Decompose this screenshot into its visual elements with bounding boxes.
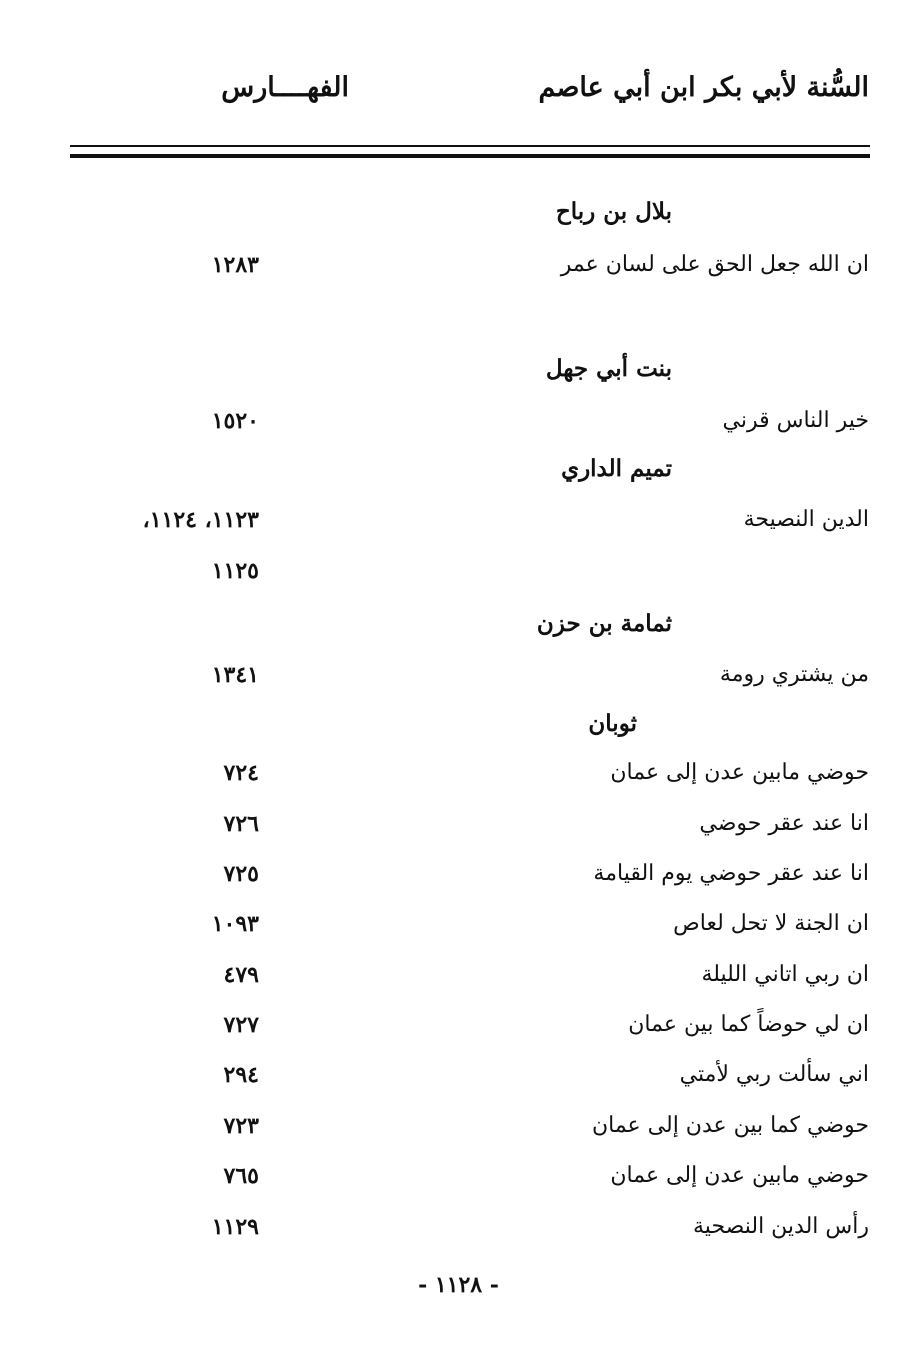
index-entry (0, 911, 917, 951)
index-entry (0, 455, 917, 495)
hadith-reference: ٢٩٤ (223, 1062, 259, 1088)
hadith-text: حوضي مابين عدن إلى عمان (610, 1163, 869, 1188)
book-title: السُّنة لأبي بكر ابن أبي عاصم (538, 72, 869, 103)
index-entry (0, 1163, 917, 1203)
hadith-text: من يشتري رومة (719, 662, 869, 687)
index-entry (0, 355, 917, 395)
hadith-text: ان لي حوضاً كما بين عمان (628, 1012, 869, 1037)
narrator-heading: ثوبان (588, 710, 637, 737)
header-rule-thin (70, 145, 870, 147)
hadith-reference: ٧٢٤ (223, 760, 259, 786)
hadith-reference: ٧٦٥ (223, 1163, 259, 1189)
hadith-text: انا عند عقر حوضي يوم القيامة (593, 861, 869, 886)
hadith-reference: ١٣٤١ (211, 662, 259, 688)
hadith-reference: ١٠٩٣ (211, 911, 259, 937)
index-entry (0, 710, 917, 750)
hadith-text: خير الناس قرني (722, 408, 869, 433)
page-number: - ١١٢٨ - (418, 1272, 499, 1298)
narrator-heading: ثمامة بن حزن (536, 610, 672, 637)
hadith-reference: ١٢٨٣ (211, 252, 259, 278)
index-entry (0, 198, 917, 238)
index-entry (0, 1113, 917, 1153)
hadith-reference: ٧٢٦ (223, 811, 259, 837)
hadith-text: ان ربي اتاني الليلة (701, 962, 869, 987)
hadith-text: ان الله جعل الحق على لسان عمر (560, 252, 869, 277)
narrator-heading: بنت أبي جهل (545, 355, 672, 382)
hadith-text: حوضي كما بين عدن إلى عمان (591, 1113, 869, 1138)
hadith-text: رأس الدين النصحية (693, 1214, 869, 1239)
hadith-reference: ١١٢٣، ١١٢٤، (142, 507, 259, 533)
index-entry (0, 408, 917, 448)
hadith-text: حوضي مابين عدن إلى عمان (610, 760, 869, 785)
section-title: الفهــــارس (221, 72, 349, 103)
index-entry (0, 861, 917, 901)
header-rule-thick (70, 154, 870, 158)
index-entry (0, 507, 917, 547)
hadith-reference: ٧٢٣ (223, 1113, 259, 1139)
index-entry (0, 252, 917, 292)
index-entry (0, 1062, 917, 1102)
index-entry (0, 760, 917, 800)
hadith-reference: ٧٢٥ (223, 861, 259, 887)
hadith-text: انا عند عقر حوضي (699, 811, 869, 836)
index-entry (0, 962, 917, 1002)
hadith-text: اني سألت ربي لأمتي (679, 1062, 869, 1087)
hadith-reference: ٧٢٧ (223, 1012, 259, 1038)
hadith-reference: ١١٢٩ (211, 1214, 259, 1240)
hadith-reference: ١٥٢٠ (211, 408, 259, 434)
index-entry (0, 1012, 917, 1052)
narrator-heading: تميم الداري (561, 455, 672, 482)
hadith-text: الدين النصيحة (743, 507, 869, 532)
hadith-text: ان الجنة لا تحل لعاص (673, 911, 869, 936)
index-entry (0, 1214, 917, 1254)
narrator-heading: بلال بن رباح (555, 198, 672, 225)
hadith-reference: ٤٧٩ (223, 962, 259, 988)
index-entry (0, 662, 917, 702)
index-entry (0, 558, 917, 598)
hadith-reference: ١١٢٥ (211, 558, 259, 584)
index-entry (0, 610, 917, 650)
index-entry (0, 811, 917, 851)
